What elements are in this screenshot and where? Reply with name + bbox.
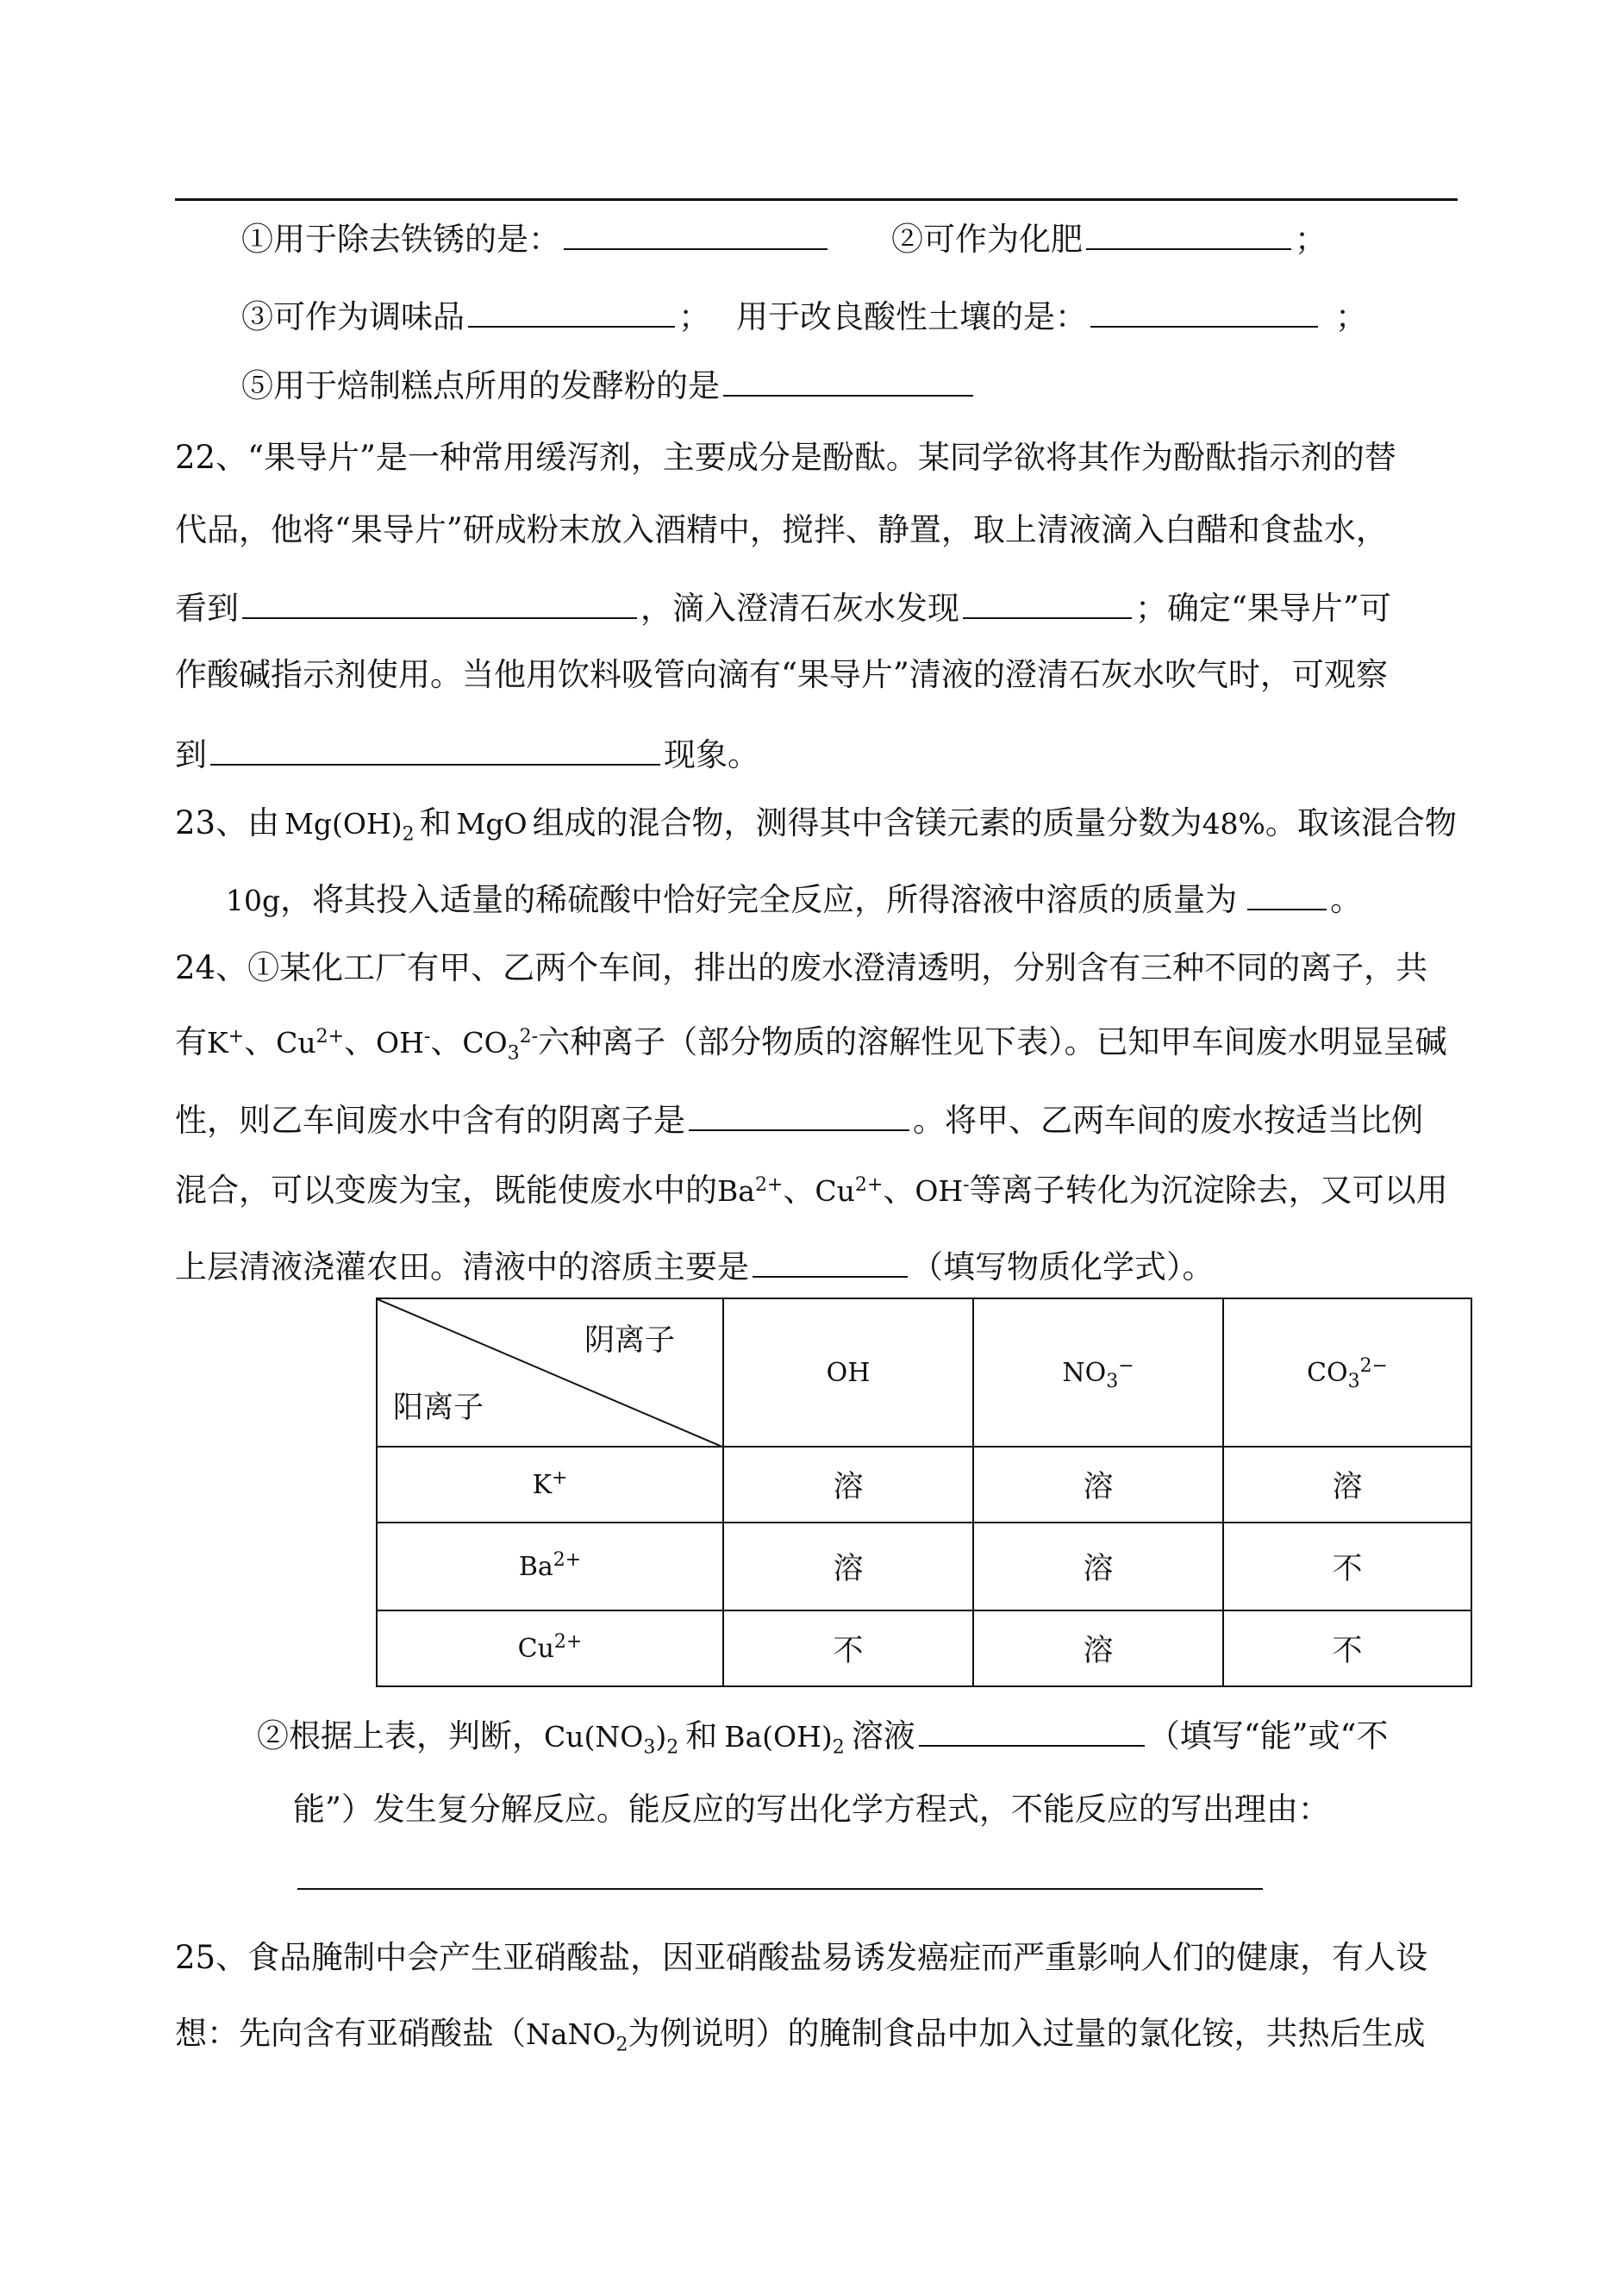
answer-blank[interactable] xyxy=(1090,297,1318,328)
q25-line-2: 想：先向含有亚硝酸盐（NaNO$_2$为例说明）的腌制食品中加入过量的氯化铵，共热后生成 xyxy=(175,2015,1426,2056)
answer-blank[interactable] xyxy=(753,1247,908,1278)
q23-line-2: 10g，将其投入适量的稀硫酸中恰好完全反应，所得溶液中溶质的质量为 。 xyxy=(226,881,1363,918)
answer-blank[interactable] xyxy=(242,588,637,619)
answer-line[interactable] xyxy=(297,1888,1263,1890)
header-anion: 阴离子 xyxy=(584,1323,675,1358)
table-cell: 溶 xyxy=(973,1447,1223,1523)
table-row xyxy=(377,1523,1471,1610)
q22-line-5: 到 现象。 xyxy=(175,736,759,773)
col-header-co3: $CO_3^{2-}$ xyxy=(1223,1298,1471,1447)
q22-line-1: 22、“果导片”是一种常用缓泻剂，主要成分是酚酞。某同学欲将其作为酚酞指示剂的替 xyxy=(175,439,1396,476)
q22-line-3: 看到 ，滴入澄清石灰水发现 ；确定“果导片”可 xyxy=(175,590,1391,627)
q25-line-1: 25、食品腌制中会产生亚硝酸盐，因亚硝酸盐易诱发癌症而严重影响人们的健康，有人设 xyxy=(175,1939,1428,1976)
q24-part2-line-2: 能”）发生复分解反应。能反应的写出化学方程式，不能反应的写出理由： xyxy=(293,1791,1330,1828)
q24-line-4: 混合，可以变废为宝，既能使废水中的$Ba^{2+}$、$Cu^{2+}$、OH-等离子转化为沉淀除去，又可以用 xyxy=(175,1172,1448,1209)
table-cell: 溶 xyxy=(973,1610,1223,1686)
q21-line-3: ⑤用于焙制糕点所用的发酵粉的是 xyxy=(241,366,977,402)
table-cell: 不 xyxy=(1223,1610,1471,1686)
table-row xyxy=(377,1610,1471,1686)
row-header-ion: $Cu^{2+}$ xyxy=(377,1610,723,1686)
q24-line-3: 性，则乙车间废水中含有的阴离子是 。将甲、乙两车间的废水按适当比例 xyxy=(175,1102,1423,1139)
table-cell: 溶 xyxy=(723,1523,973,1610)
row-header-ion: K+ xyxy=(377,1447,723,1523)
table-cell: 不 xyxy=(723,1610,973,1686)
answer-blank[interactable] xyxy=(1086,219,1291,250)
table-cell: 不 xyxy=(1223,1523,1471,1610)
solubility-table xyxy=(376,1298,1472,1687)
row-header-ion: $Ba^{2+}$ xyxy=(377,1523,723,1610)
q24-line-1: 24、①某化工厂有甲、乙两个车间，排出的废水澄清透明，分别含有三种不同的离子，共 xyxy=(175,949,1428,986)
q24-line-2: 有K+、$Cu^{2+}$、OH-、$CO_3^{2-}$六种离子（部分物质的溶解性见下表）。已知甲车间废水明显呈碱 xyxy=(175,1023,1447,1065)
table-cell: 溶 xyxy=(973,1523,1223,1610)
answer-blank[interactable] xyxy=(210,735,660,766)
q24-part2-line-1: ②根据上表，判断，$Cu(NO_3)_2$ 和 $Ba(OH)_2$ 溶液 （填写“能”或“不 xyxy=(257,1717,1389,1759)
top-rule xyxy=(175,198,1458,201)
answer-blank[interactable] xyxy=(963,588,1132,619)
answer-blank[interactable] xyxy=(564,219,828,250)
table-cell: 溶 xyxy=(1223,1447,1471,1523)
answer-blank[interactable] xyxy=(1247,879,1327,910)
col-header-oh: OH xyxy=(723,1298,973,1447)
table-cell: 溶 xyxy=(723,1447,973,1523)
answer-blank[interactable] xyxy=(468,297,675,328)
q22-line-2: 代品，他将“果导片”研成粉末放入酒精中，搅拌、静置，取上清液滴入白醋和食盐水， xyxy=(175,511,1388,548)
table-header-row xyxy=(377,1298,1471,1447)
header-cation: 阳离子 xyxy=(393,1391,484,1425)
answer-blank[interactable] xyxy=(723,366,973,397)
answer-blank[interactable] xyxy=(689,1100,909,1131)
col-header-no3: $NO_3^-$ xyxy=(973,1298,1223,1447)
table-corner-cell xyxy=(377,1298,723,1447)
q22-line-4: 作酸碱指示剂使用。当他用饮料吸管向滴有“果导片”清液的澄清石灰水吹气时，可观察 xyxy=(175,656,1388,693)
q21-line-1: ①用于除去铁锈的是： ②可作为化肥 ； xyxy=(241,221,1327,258)
q21-line-2: ③可作为调味品 ； 用于改良酸性土壤的是： ； xyxy=(241,298,1367,335)
table-row xyxy=(377,1447,1471,1523)
q23-line-1: 23、由 $Mg(OH)_2$ 和 MgO 组成的混合物，测得其中含镁元素的质量分数为48%。取该混合物 xyxy=(175,804,1457,846)
q24-line-5: 上层清液浇灌农田。清液中的溶质主要是 （填写物质化学式）。 xyxy=(175,1248,1215,1285)
answer-blank[interactable] xyxy=(919,1716,1145,1747)
